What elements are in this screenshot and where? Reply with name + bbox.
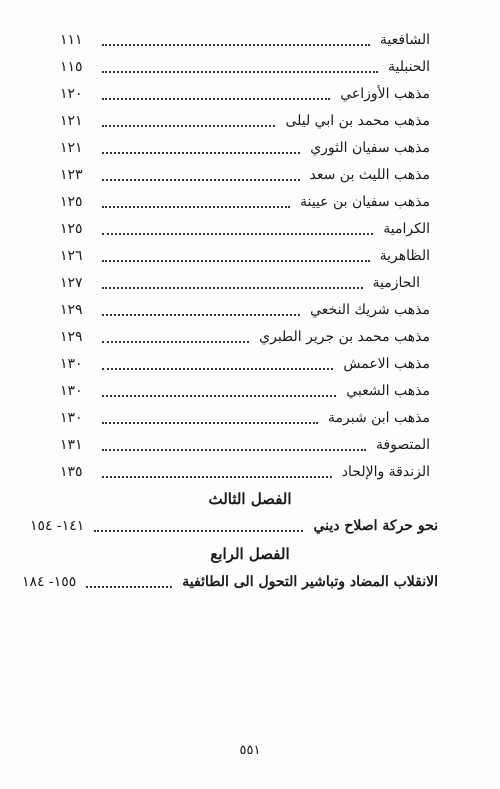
page-number: ٥٥١ bbox=[239, 743, 261, 758]
entry-page: ١٣٠ bbox=[60, 410, 83, 426]
entry-title: مذهب الاعمش bbox=[343, 356, 430, 372]
chapter-4-entry bbox=[22, 570, 438, 594]
toc-entry bbox=[60, 271, 430, 295]
entry-page: ١٢٠ bbox=[60, 86, 83, 102]
toc-entry bbox=[60, 244, 430, 268]
entry-title: الحازمية bbox=[372, 275, 420, 291]
entry-page: ١٢٦ bbox=[60, 248, 83, 264]
dot-leader bbox=[102, 367, 333, 370]
entry-title: مذهب شريك النخعي bbox=[310, 302, 430, 318]
dot-leader bbox=[102, 394, 336, 397]
entry-page: ١٣٠ bbox=[60, 383, 83, 399]
chapter-3-heading: الفصل الثالث bbox=[208, 490, 292, 508]
toc-entry bbox=[60, 82, 430, 106]
toc-entry bbox=[60, 406, 430, 430]
chapter-4-title: الانقلاب المضاد وتباشير التحول الى الطائفية bbox=[182, 574, 438, 590]
toc-entry bbox=[60, 379, 430, 403]
entry-page: ١٢٥ bbox=[60, 194, 83, 210]
dot-leader bbox=[102, 340, 249, 343]
entry-title: مذهب سفيان الثوري bbox=[310, 140, 430, 156]
dot-leader bbox=[102, 178, 300, 181]
toc-entry bbox=[60, 190, 430, 214]
toc-entry bbox=[60, 298, 430, 322]
chapter-4-heading: الفصل الرابع bbox=[210, 545, 290, 563]
dot-leader bbox=[102, 97, 330, 100]
entry-title: المتصوفة bbox=[375, 437, 430, 453]
entry-title: مذهب ابن شبرمة bbox=[327, 410, 430, 426]
entry-title: مذهب سفيان بن عيينة bbox=[300, 194, 430, 210]
dot-leader bbox=[102, 421, 318, 424]
entry-page: ١٢٧ bbox=[60, 275, 83, 291]
entry-title: مذهب الأوزاعي bbox=[340, 86, 430, 102]
entry-page: ١٢٩ bbox=[60, 329, 83, 345]
entry-title: مذهب محمد بن جرير الطبري bbox=[259, 329, 430, 345]
entry-title: مذهب الليث بن سعد bbox=[309, 167, 430, 183]
dot-leader bbox=[102, 475, 332, 478]
entry-page: ١٣٠ bbox=[60, 356, 83, 372]
entry-page: ١١٥ bbox=[60, 59, 83, 75]
toc-entry bbox=[60, 352, 430, 376]
entry-page: ١٣١ bbox=[60, 437, 83, 453]
toc-entry bbox=[60, 28, 430, 52]
dot-leader bbox=[94, 529, 303, 532]
entry-page: ١٢١ bbox=[60, 113, 83, 129]
dot-leader bbox=[102, 286, 363, 289]
entry-title: مذهب محمد بن ابي ليلى bbox=[285, 113, 430, 129]
toc-entry bbox=[60, 136, 430, 160]
dot-leader bbox=[102, 448, 366, 451]
dot-leader bbox=[102, 259, 370, 262]
toc-entry bbox=[60, 163, 430, 187]
toc-entry bbox=[60, 109, 430, 133]
chapter-4-pages: ١٥٥- ١٨٤ bbox=[22, 574, 77, 590]
entry-title: مذهب الشعبي bbox=[346, 383, 430, 399]
dot-leader bbox=[102, 313, 300, 316]
entry-page: ١٢٥ bbox=[60, 221, 83, 237]
toc-entry bbox=[60, 460, 430, 484]
dot-leader bbox=[102, 124, 275, 127]
toc-entry bbox=[60, 433, 430, 457]
dot-leader bbox=[102, 43, 370, 46]
entry-page: ١٣٥ bbox=[60, 464, 83, 480]
entry-title: الحنبلية bbox=[387, 59, 430, 75]
dot-leader bbox=[86, 585, 172, 588]
chapter-3-title: نحو حركة اصلاح ديني bbox=[313, 518, 438, 534]
dot-leader bbox=[102, 151, 300, 154]
entry-title: الشافعية bbox=[379, 32, 430, 48]
entry-page: ١١١ bbox=[60, 32, 83, 48]
entry-page: ١٢٩ bbox=[60, 302, 83, 318]
chapter-3-pages: ١٤١- ١٥٤ bbox=[30, 518, 85, 534]
dot-leader bbox=[102, 205, 290, 208]
entry-title: الزندقة والإلحاد bbox=[341, 464, 430, 480]
toc-entry bbox=[60, 217, 430, 241]
chapter-3-entry bbox=[30, 514, 438, 538]
toc-entry bbox=[60, 325, 430, 349]
entry-title: الظاهرية bbox=[379, 248, 430, 264]
dot-leader bbox=[102, 232, 373, 235]
entry-title: الكرامية bbox=[383, 221, 430, 237]
entry-page: ١٢١ bbox=[60, 140, 83, 156]
toc-entry bbox=[60, 55, 430, 79]
entry-page: ١٢٣ bbox=[60, 167, 83, 183]
dot-leader bbox=[102, 70, 378, 73]
